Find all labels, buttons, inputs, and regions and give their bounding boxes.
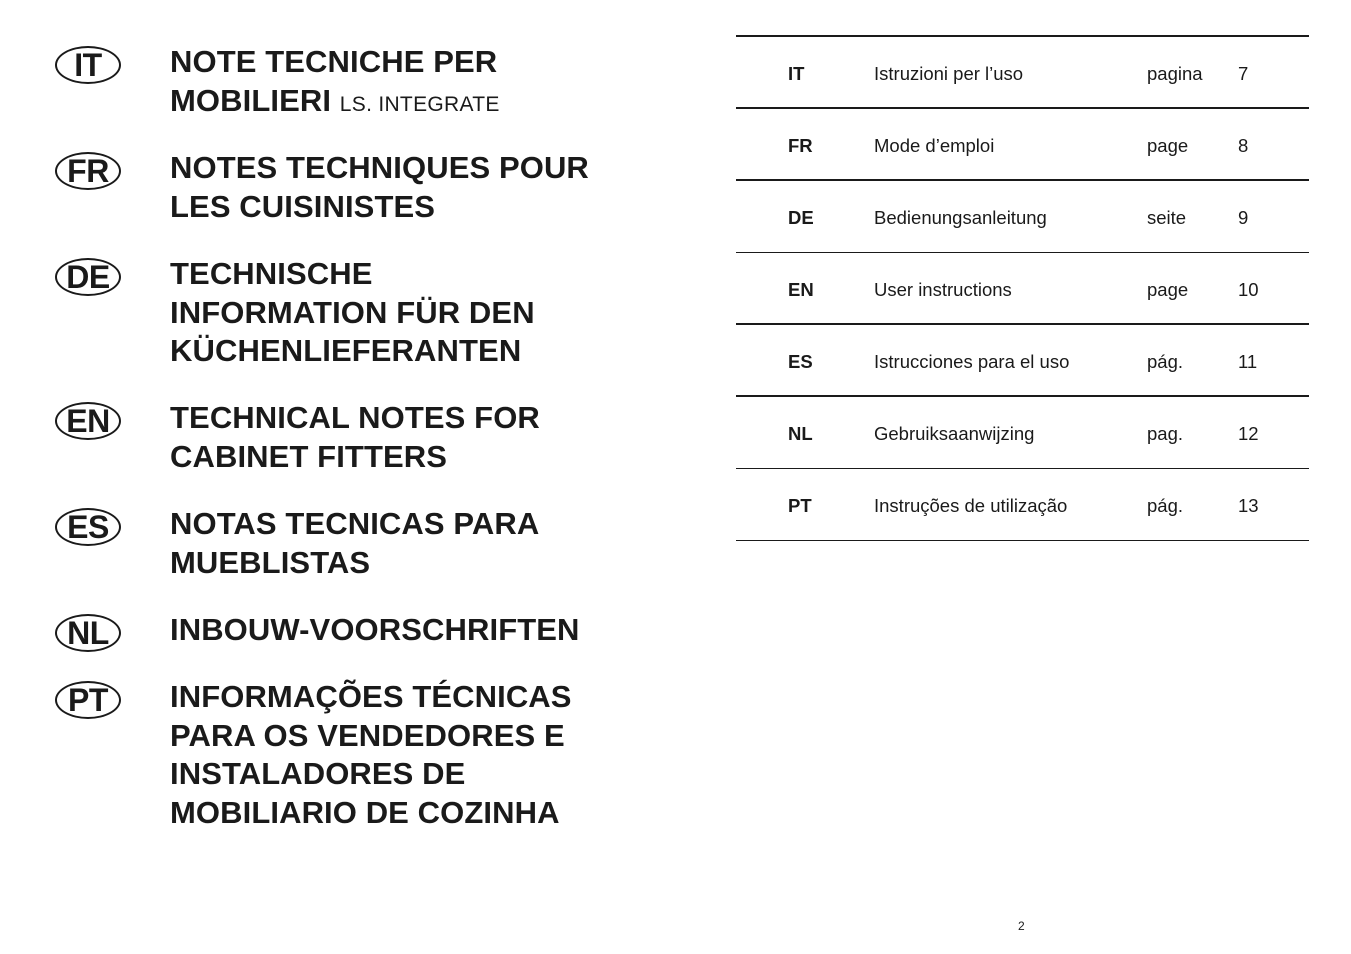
language-title	[170, 43, 670, 124]
language-title-line: NOTE TECNICHE PER	[170, 44, 498, 79]
language-title-line: MUEBLISTAS	[170, 544, 371, 580]
toc-page-number: 8	[1238, 135, 1249, 156]
toc-page-word: seite	[1147, 207, 1187, 228]
language-title-suffix: LS. INTEGRATE	[339, 92, 500, 116]
language-title-line: TECHNICAL NOTES FOR	[170, 400, 540, 435]
language-title-line: MOBILIARIO DE COZINHA	[170, 794, 560, 830]
language-title	[170, 255, 670, 371]
toc-section-title: Bedienungsanleitung	[874, 207, 1047, 228]
language-title-line: PARA OS VENDEDORES E	[170, 717, 565, 753]
language-title	[170, 678, 670, 832]
language-badge: IT	[55, 46, 121, 84]
language-badge: PT	[55, 681, 121, 719]
toc-language-code: ES	[788, 351, 813, 372]
toc-language-code: EN	[788, 279, 814, 300]
toc-row-pt	[736, 469, 1309, 541]
toc-language-code: FR	[788, 135, 813, 156]
toc-page-word: pág.	[1147, 495, 1184, 516]
toc-section-title: Mode d’emploi	[874, 135, 995, 156]
language-title-line: INFORMAÇÕES TÉCNICAS	[170, 679, 572, 714]
page-number: 2	[1018, 919, 1025, 933]
language-title-line: NOTAS TECNICAS PARA	[170, 506, 540, 541]
toc-section-title: User instructions	[874, 279, 1012, 300]
toc-page-number: 13	[1238, 495, 1259, 516]
toc-row-nl	[736, 397, 1309, 469]
language-title-line: LES CUISINISTES	[170, 188, 436, 224]
toc-language-code: PT	[788, 495, 812, 516]
toc-section-title: Istruzioni per l’uso	[874, 63, 1024, 84]
toc-row-fr	[736, 109, 1309, 181]
toc-page-number: 9	[1238, 207, 1249, 228]
toc-row-de	[736, 181, 1309, 253]
toc-language-code: NL	[788, 423, 813, 444]
toc-section-title: Instruções de utilização	[874, 495, 1068, 516]
toc-page-number: 12	[1238, 423, 1259, 444]
toc-row-en	[736, 253, 1309, 325]
language-title-line: KÜCHENLIEFERANTEN	[170, 333, 522, 368]
language-title-line: CABINET FITTERS	[170, 438, 448, 474]
language-badge: EN	[55, 402, 121, 440]
toc-page-number: 11	[1238, 351, 1258, 372]
toc-language-code: DE	[788, 207, 814, 228]
toc-page-word: pág.	[1147, 351, 1184, 372]
language-title-line: TECHNISCHE	[170, 256, 373, 291]
table-of-contents	[736, 35, 1309, 541]
language-title	[170, 611, 670, 650]
toc-row-es	[736, 325, 1309, 397]
language-title-line-text: MOBILIERI	[170, 82, 332, 118]
toc-page-word: page	[1147, 279, 1189, 300]
toc-page-number: 7	[1238, 63, 1249, 84]
language-badge: DE	[55, 258, 121, 296]
language-title-line: INFORMATION FÜR DEN	[170, 294, 535, 330]
language-badge: FR	[55, 152, 121, 190]
toc-row-it	[736, 37, 1309, 109]
language-badge: NL	[55, 614, 121, 652]
language-title	[170, 399, 670, 476]
language-title	[170, 149, 670, 226]
toc-section-title: Istrucciones para el uso	[874, 351, 1070, 372]
toc-language-code: IT	[788, 63, 805, 84]
language-badge: ES	[55, 508, 121, 546]
toc-page-word: pagina	[1147, 63, 1203, 84]
toc-page-word: page	[1147, 135, 1189, 156]
toc-section-title: Gebruiksaanwijzing	[874, 423, 1035, 444]
language-title	[170, 505, 670, 582]
language-title-line	[170, 82, 670, 125]
language-title-line: NOTES TECHNIQUES POUR	[170, 150, 589, 185]
language-title-line: INBOUW-VOORSCHRIFTEN	[170, 612, 580, 647]
language-title-line: INSTALADORES DE	[170, 756, 466, 791]
toc-page-number: 10	[1238, 279, 1259, 300]
toc-page-word: pag.	[1147, 423, 1184, 444]
